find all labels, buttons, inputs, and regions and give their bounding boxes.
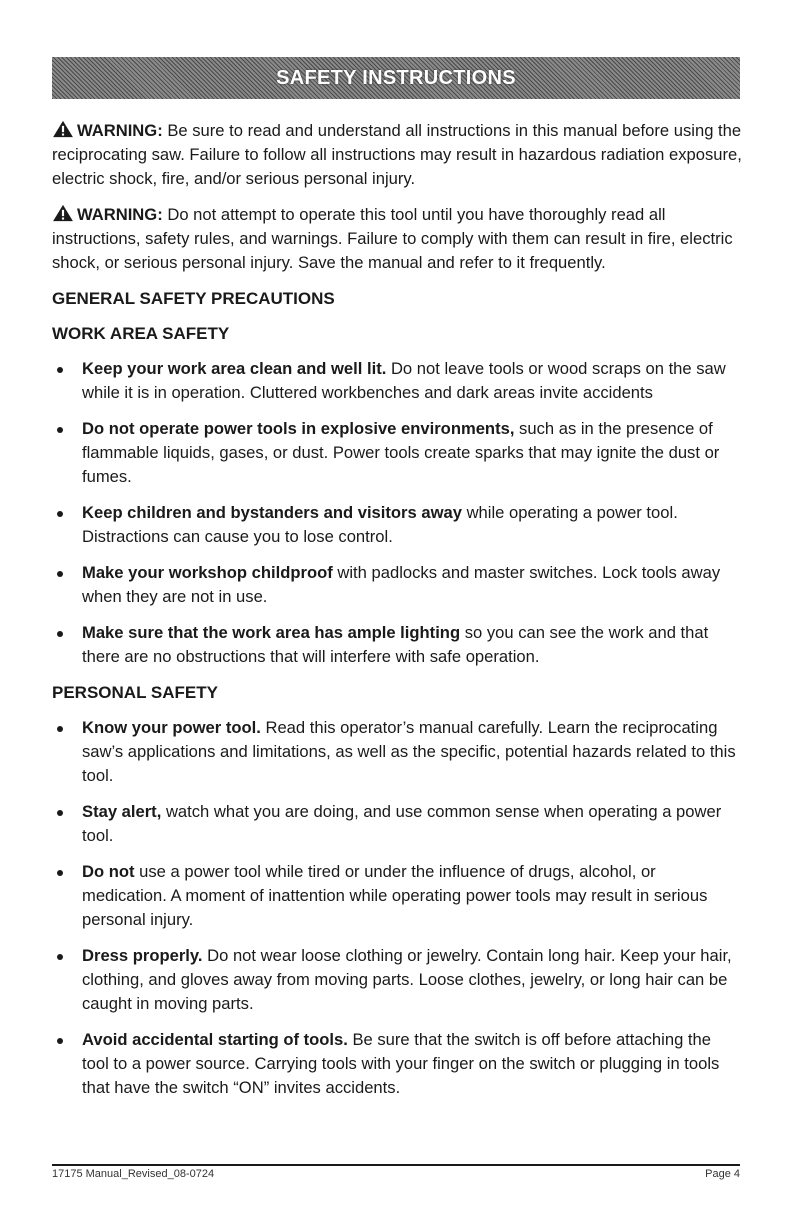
- warning-triangle-icon: [52, 120, 74, 138]
- warning-triangle-icon: [52, 204, 74, 222]
- bullet-icon: [57, 367, 63, 373]
- personal-safety-list: [52, 716, 742, 1100]
- bullet-icon: [57, 1038, 63, 1044]
- warning-label: WARNING:: [77, 121, 163, 140]
- warning-paragraph: [52, 203, 742, 275]
- item-lead: Dress properly.: [82, 946, 203, 965]
- bullet-icon: [57, 571, 63, 577]
- bullet-icon: [57, 810, 63, 816]
- list-item: [52, 860, 742, 932]
- item-text: use a power tool while tired or under the influence of drugs, alcohol, or medication. A moment of inattention while operating power tools may result in serious personal injury.: [82, 862, 708, 929]
- list-item: [52, 800, 742, 848]
- item-text: while operating a power tool. Distractions can cause you to lose control.: [82, 503, 678, 546]
- work-area-list: [52, 357, 742, 669]
- item-text: watch what you are doing, and use common sense when operating a power tool.: [82, 802, 722, 845]
- list-item: [52, 716, 742, 788]
- item-lead: Make your workshop childproof: [82, 563, 333, 582]
- bullet-icon: [57, 726, 63, 732]
- bullet-icon: [57, 954, 63, 960]
- list-item: [52, 501, 742, 549]
- warning-text: Do not attempt to operate this tool until you have thoroughly read all instructions, safety rules, and warnings. Failure to comply with them can result in fire, electric shock, or serious personal injury. Save the manual and refer to it frequently.: [52, 205, 733, 272]
- warning-paragraph: [52, 119, 742, 191]
- list-item: [52, 944, 742, 1016]
- bullet-icon: [57, 870, 63, 876]
- list-item: [52, 621, 742, 669]
- item-lead: Do not: [82, 862, 135, 881]
- footer-page-number: Page 4: [705, 1168, 740, 1180]
- footer-divider: [52, 1164, 740, 1166]
- item-lead: Know your power tool.: [82, 718, 261, 737]
- page-title: SAFETY INSTRUCTIONS: [276, 66, 516, 89]
- item-lead: Keep children and bystanders and visitors away: [82, 503, 462, 522]
- item-text: with padlocks and master switches. Lock tools away when they are not in use.: [82, 563, 721, 606]
- item-lead: Do not operate power tools in explosive environments,: [82, 419, 515, 438]
- work-area-heading: WORK AREA SAFETY: [52, 324, 230, 343]
- list-item: [52, 417, 742, 489]
- item-text: such as in the presence of flammable liquids, gases, or dust. Power tools create sparks that may ignite the dust or fumes.: [82, 419, 720, 486]
- item-text: Read this operator’s manual carefully. Learn the reciprocating saw’s applications and limitations, as well as the specific, potential hazards related to this tool.: [82, 718, 736, 785]
- section-banner: [52, 57, 740, 99]
- item-lead: Make sure that the work area has ample lighting: [82, 623, 461, 642]
- warning-text: Be sure to read and understand all instructions in this manual before using the reciprocating saw. Failure to follow all instructions may result in hazardous radiation exposure, electric shock, fire, and/or serious personal injury.: [52, 121, 742, 188]
- general-safety-heading: GENERAL SAFETY PRECAUTIONS: [52, 289, 335, 308]
- item-lead: Stay alert,: [82, 802, 162, 821]
- item-text: Be sure that the switch is off before attaching the tool to a power source. Carrying tools with your finger on the switch or plugging in tools that have the switch “ON” invites accidents.: [82, 1030, 720, 1097]
- item-text: Do not wear loose clothing or jewelry. Contain long hair. Keep your hair, clothing, and gloves away from moving parts. Loose clothes, jewelry, or long hair can be caught in moving parts.: [82, 946, 732, 1013]
- bullet-icon: [57, 631, 63, 637]
- item-lead: Keep your work area clean and well lit.: [82, 359, 387, 378]
- list-item: [52, 357, 742, 405]
- item-lead: Avoid accidental starting of tools.: [82, 1030, 348, 1049]
- list-item: [52, 561, 742, 609]
- bullet-icon: [57, 427, 63, 433]
- personal-safety-heading: PERSONAL SAFETY: [52, 683, 218, 702]
- footer-doc-id: 17175 Manual_Revised_08-0724: [52, 1168, 215, 1180]
- list-item: [52, 1028, 742, 1100]
- item-text: so you can see the work and that there are no obstructions that will interfere with safe operation.: [82, 623, 709, 666]
- content: [52, 119, 742, 1112]
- warning-label: WARNING:: [77, 205, 163, 224]
- bullet-icon: [57, 511, 63, 517]
- item-text: Do not leave tools or wood scraps on the saw while it is in operation. Cluttered workbenches and dark areas invite accidents: [82, 359, 726, 402]
